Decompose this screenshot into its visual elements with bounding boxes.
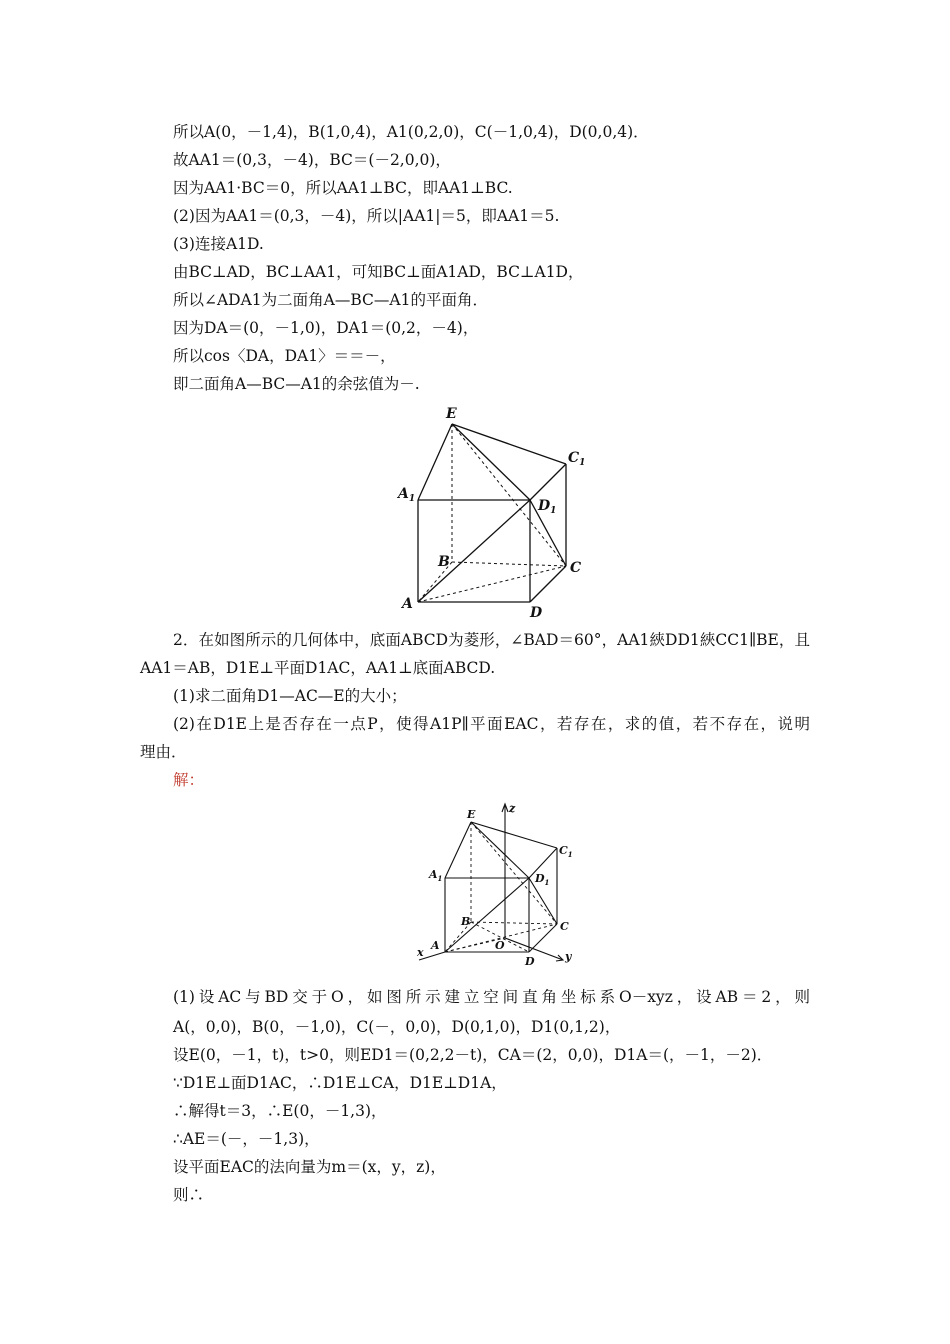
- solution-line: ∵D1E⊥面D1AC，∴D1E⊥CA，D1E⊥D1A，: [173, 1074, 507, 1092]
- solution-line: ∴AE＝(－，－1,3)，: [173, 1130, 320, 1148]
- text-line: 所以cos〈DA，DA1〉＝＝－，: [173, 347, 396, 365]
- figure-prism-1: [390, 400, 600, 622]
- problem-2: [140, 626, 810, 794]
- figure-prism-2-coordinates: [405, 798, 595, 968]
- label-B: B: [461, 915, 471, 928]
- solution-label: 解：: [173, 771, 205, 789]
- text-line: 所以A(0，－1,4)，B(1,0,4)，A1(0,2,0)，C(－1,0,4)，D(0,0,4)．: [173, 123, 649, 141]
- axis-label-y: y: [565, 950, 572, 963]
- axis-label-z: z: [509, 802, 516, 815]
- label-D1: $D_1$: [538, 498, 557, 516]
- label-E: E: [446, 406, 457, 422]
- text-line: 因为DA＝(0，－1,0)，DA1＝(0,2，－4)，: [173, 319, 479, 337]
- label-A: A: [402, 596, 413, 612]
- solution-line: ∴解得t＝3，∴E(0，－1,3)，: [173, 1102, 387, 1120]
- solution-line: 则∴: [173, 1186, 205, 1204]
- problem-2-line-2: AA1＝AB，D1E⊥平面D1AC，AA1⊥底面ABCD.: [140, 659, 496, 677]
- solution-line: 设平面EAC的法向量为m＝(x，y，z)，: [173, 1158, 446, 1176]
- text-line: 即二面角A—BC—A1的余弦值为－.: [173, 375, 420, 393]
- text-line: (2)因为AA1＝(0,3，－4)，所以|AA1|＝5，即AA1＝5.: [173, 207, 560, 225]
- text-line: 因为AA1·BC＝0，所以AA1⊥BC，即AA1⊥BC.: [173, 179, 513, 197]
- label-D: D: [530, 605, 543, 621]
- label-D1: $D_1$: [535, 872, 550, 887]
- text-line: (3)连接A1D.: [173, 235, 264, 253]
- label-C1: $C_1$: [559, 844, 573, 859]
- text-line: 由BC⊥AD，BC⊥AA1，可知BC⊥面A1AD，BC⊥A1D，: [173, 263, 584, 281]
- label-E: E: [467, 808, 476, 821]
- solution-line: A(，0,0)，B(0，－1,0)，C(－，0,0)，D(0,1,0)，D1(0,1,2)，: [173, 1018, 621, 1036]
- label-A1: $A_1$: [398, 486, 416, 504]
- text-line: 所以∠ADA1为二面角A—BC—A1的平面角．: [173, 291, 488, 309]
- question-1: (1)求二面角D1—AC—E的大小；: [173, 687, 407, 705]
- label-D: D: [525, 955, 535, 968]
- label-A1: $A_1$: [429, 868, 443, 883]
- label-C: C: [560, 920, 569, 933]
- label-A: A: [431, 939, 440, 952]
- label-C1: $C_1$: [568, 450, 586, 468]
- solution-line: (1)设AC与BD交于O，如图所示建立空间直角坐标系O－xyz，设AB＝2，则: [173, 988, 810, 1006]
- label-B: B: [438, 554, 450, 570]
- question-2-line-1: (2)在D1E上是否存在一点P，使得A1P∥平面EAC，若存在，求的值，若不存在，说明: [173, 715, 810, 733]
- solution-line: 设E(0，－1，t)，t>0，则ED1＝(0,2,2－t)，CA＝(2，0,0)，D1A＝(，－1，－2)．: [173, 1046, 773, 1064]
- text-line: 故AA1＝(0,3，－4)，BC＝(－2,0,0)，: [173, 151, 451, 169]
- axis-label-x: x: [417, 946, 424, 959]
- label-C: C: [570, 560, 582, 576]
- problem-2-line-1: 2．在如图所示的几何体中，底面ABCD为菱形，∠BAD＝60°，AA1綊DD1綊CC1∥BE，且: [173, 631, 810, 649]
- solution-part-1: [140, 983, 810, 1011]
- label-O: O: [495, 939, 505, 952]
- question-2-line-2: 理由．: [140, 743, 187, 761]
